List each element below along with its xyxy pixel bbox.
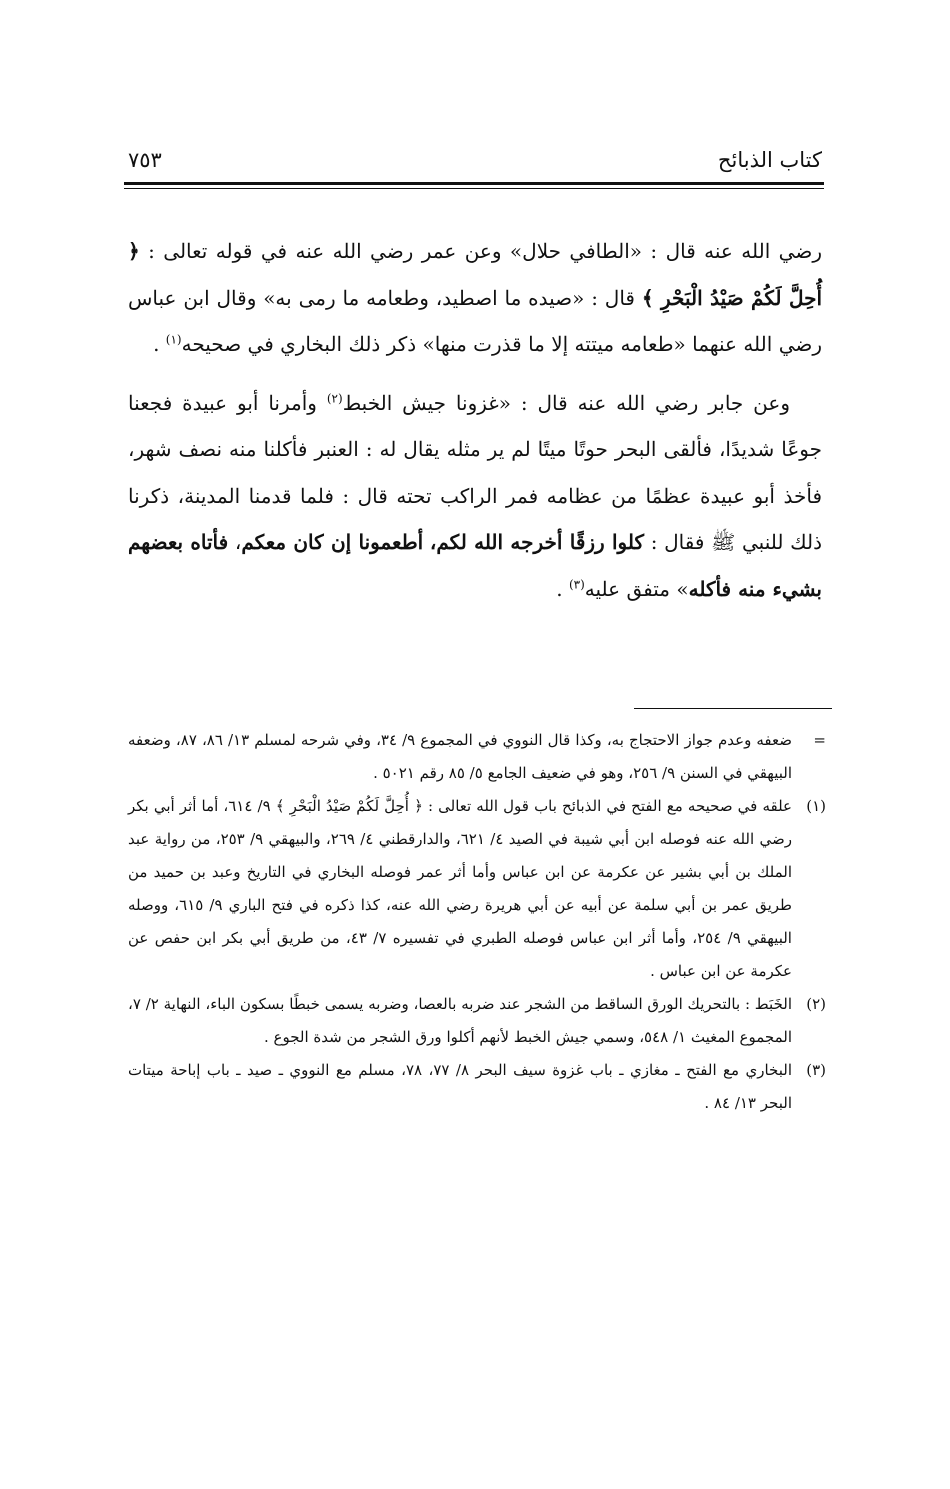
footnote-mark: (٢) xyxy=(806,995,826,1013)
running-header xyxy=(128,140,822,180)
footnote-separator xyxy=(634,708,832,709)
header-rule-thick xyxy=(124,182,824,185)
paragraph-2 xyxy=(128,380,822,613)
hadith-bold-1: كلوا رزقًا أخرجه الله لكم، xyxy=(429,530,645,554)
paragraph-1-text-a: رضي الله عنه قال : «الطافي حلال» وعن عمر رضي الله عنه في قوله تعالى : xyxy=(139,239,822,263)
paragraph-2-end: . xyxy=(556,576,569,601)
paragraph-2-space xyxy=(423,530,430,554)
footnote-ref-1: (١) xyxy=(165,332,182,347)
header-rule-thin xyxy=(124,188,824,189)
page-number: ٧٥٣ xyxy=(128,148,162,172)
footnote-text: علقه في صحيحه مع الفتح في الذبائح باب قول الله تعالى : ﴿ أُحِلَّ لَكُمْ صَيْدُ الْبَحْرِ ﴾ ٩/ ٦١٤، أما أثر أبي بكر رضي الله عنه فوصله ابن أبي شيبة في الصيد ٤/ ٦٢١، والدارقطني ٤/ ٢٦٩، والبيهقي ٩/ ٢٥٣، من رواية عبد الملك بن أبي بشير عن عكرمة عن ابن عباس وأما أثر عمر فوصله البخاري في التاريخ وعبد بن حميد من طريق عمر بن أبي سلمة عن أبيه عن أبي هريرة رضي الله عنه، كذا ذكره في فتح الباري ٩/ ٦١٥، ووصله البيهقي ٩/ ٢٥٤، وأما أثر ابن عباس فوصله الطبري في تفسيره ٧/ ٤٣، من طريق أبي بكر ابن حفص عن عكرمة عن ابن عباس . xyxy=(128,797,792,980)
footnote-2 xyxy=(128,988,826,1054)
footnote-ref-3: (٣) xyxy=(568,576,585,591)
hadith-bold-2: أطعمونا إن كان معكم xyxy=(241,530,424,554)
paragraph-2-text-c: ، xyxy=(228,530,242,554)
footnote-text: البخاري مع الفتح ـ مغازي ـ باب غزوة سيف البحر ٨/ ٧٧، ٧٨، مسلم مع النووي ـ صيد ـ باب إباحة ميتات البحر ١٣/ ٨٤ . xyxy=(128,1061,793,1112)
hadith-bold-3: فأتاه بعضهم بشيء منه فأكله xyxy=(128,530,822,601)
paragraph-1 xyxy=(128,228,822,368)
footnote-1 xyxy=(128,790,826,988)
running-header-title: كتاب الذبائح xyxy=(717,148,822,172)
footnote-mark: (١) xyxy=(806,797,826,815)
footnote-continued xyxy=(128,724,826,790)
footnotes xyxy=(128,724,826,1120)
paragraph-1-end: . xyxy=(153,332,166,356)
footnote-text: الخَبَط : بالتحريك الورق الساقط من الشجر عند ضربه بالعصا، وضربه يسمى خبطًا بسكون الباء، النهاية ٢/ ٧، المجموع المغيث ١/ ٥٤٨، وسمي جيش الخبط لأنهم أكلوا ورق الشجر من شدة الجوع . xyxy=(128,995,792,1046)
footnote-mark: (٣) xyxy=(806,1061,826,1079)
paragraph-2-text-a: وعن جابر رضي الله عنه قال : «غزونا جيش الخبط xyxy=(342,390,790,415)
footnote-mark: = xyxy=(813,731,826,749)
footnote-3 xyxy=(128,1054,826,1120)
main-text xyxy=(128,228,822,612)
paragraph-2-text-d: » متفق عليه xyxy=(584,576,689,601)
footnote-text: ضعفه وعدم جواز الاحتجاج به، وكذا قال النووي في المجموع ٩/ ٣٤، وفي شرحه لمسلم ١٣/ ٨٦، ٨٧، وضعفه البيهقي في السنن ٩/ ٢٥٦، وهو في ضعيف الجامع ٥/ ٨٥ رقم ٥٠٢١ . xyxy=(128,731,792,782)
footnote-ref-2: (٢) xyxy=(326,390,343,405)
quran-verse: ﴿ أُحِلَّ لَكُمْ صَيْدُ الْبَحْرِ ﴾ xyxy=(128,239,823,310)
paragraph-2-text-b: وأمرنا أبو عبيدة فجعنا جوعًا شديدًا، فألقى البحر حوتًا ميتًا لم ير مثله يقال له : العنبر فأكلنا منه نصف شهر، فأخذ أبو عبيدة عظمًا من عظامه فمر الراكب تحته قال : فلما قدمنا المدينة، ذكرنا ذلك للنبي ﷺ فقال : xyxy=(128,390,823,554)
paragraph-1-text-b: قال : «صيده ما اصطيد، وطعامه ما رمى به» وقال ابن عباس رضي الله عنهما «طعامه ميتته إلا ما قذرت منها» ذكر ذلك البخاري في صحيحه xyxy=(128,285,822,356)
